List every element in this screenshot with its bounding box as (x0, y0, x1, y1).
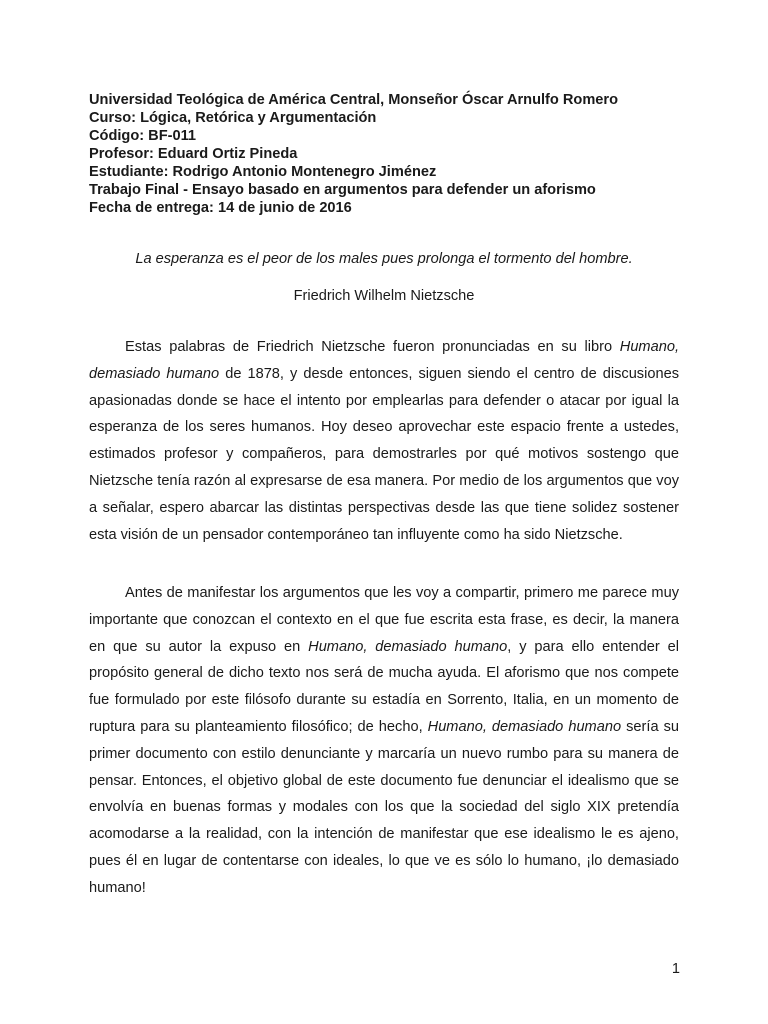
paragraph-text: de 1878, y desde entonces, siguen siendo el centro de discusiones apasionadas donde se hace el intento por emplearlas para defender o atacar por igual la esperanza de los seres humanos. Hoy deseo aprovechar este espacio frente a ustedes, estimados profesor y compañeros, para demostrarles por qué motivos sostengo que Nietzsche tenía razón al expresarse de esa manera. Por medio de los argumentos que voy a señalar, espero abarcar las distintas perspectivas desde las que tiene solidez sostener esta visión de un pensador contemporáneo tan influyente como ha sido Nietzsche. (89, 365, 679, 543)
book-title: Humano, demasiado humano (427, 718, 622, 735)
professor-line: Profesor: Eduard Ortiz Pineda (89, 146, 298, 162)
code-line: Código: BF-011 (89, 128, 197, 144)
assignment-line: Trabajo Final - Ensayo basado en argumentos para defender un aforismo (89, 182, 596, 198)
epigraph-quote: La esperanza es el peor de los males pues prolonga el tormento del hombre. (135, 251, 633, 267)
body-paragraph-1 (89, 334, 679, 548)
body-paragraph-2 (89, 580, 679, 902)
student-line: Estudiante: Rodrigo Antonio Montenegro Jiménez (89, 164, 437, 180)
book-title: Humano, demasiado humano (89, 339, 679, 382)
book-title: Humano, demasiado humano (308, 638, 508, 655)
page-number: 1 (671, 961, 680, 977)
university-line: Universidad Teológica de América Central, Monseñor Óscar Arnulfo Romero (89, 92, 619, 108)
course-line: Curso: Lógica, Retórica y Argumentación (89, 110, 377, 126)
paragraph-text: , y para ello entender el propósito general de dicho texto nos será de mucha ayuda. El aforismo que nos compete fue formulado por este filósofo durante su estadía en Sorrento, Italia, en un momento de ruptura para su planteamiento filosófico; de hecho, (89, 638, 679, 735)
paragraph-text: Antes de manifestar los argumentos que les voy a compartir, primero me parece muy importante que conozcan el contexto en el que fue escrita esta frase, es decir, la manera en que su autor la expuso en (89, 585, 679, 655)
paragraph-text: sería su primer documento con estilo denunciante y marcaría un nuevo rumbo para su manera de pensar. Entonces, el objetivo global de este documento fue denunciar el idealismo que se envolvía en buenas formas y modales con los que la sociedad del siglo XIX pretendía acomodarse a la realidad, con la intención de manifestar que ese idealismo le es ajeno, pues él en lugar de contentarse con ideales, lo que ve es sólo lo humano, ¡lo demasiado humano! (89, 718, 679, 896)
due-date-line: Fecha de entrega: 14 de junio de 2016 (89, 200, 352, 216)
essay-header (89, 91, 689, 217)
epigraph-author: Friedrich Wilhelm Nietzsche (293, 288, 475, 304)
paragraph-text: Estas palabras de Friedrich Nietzsche fueron pronunciadas en su libro (125, 339, 620, 355)
